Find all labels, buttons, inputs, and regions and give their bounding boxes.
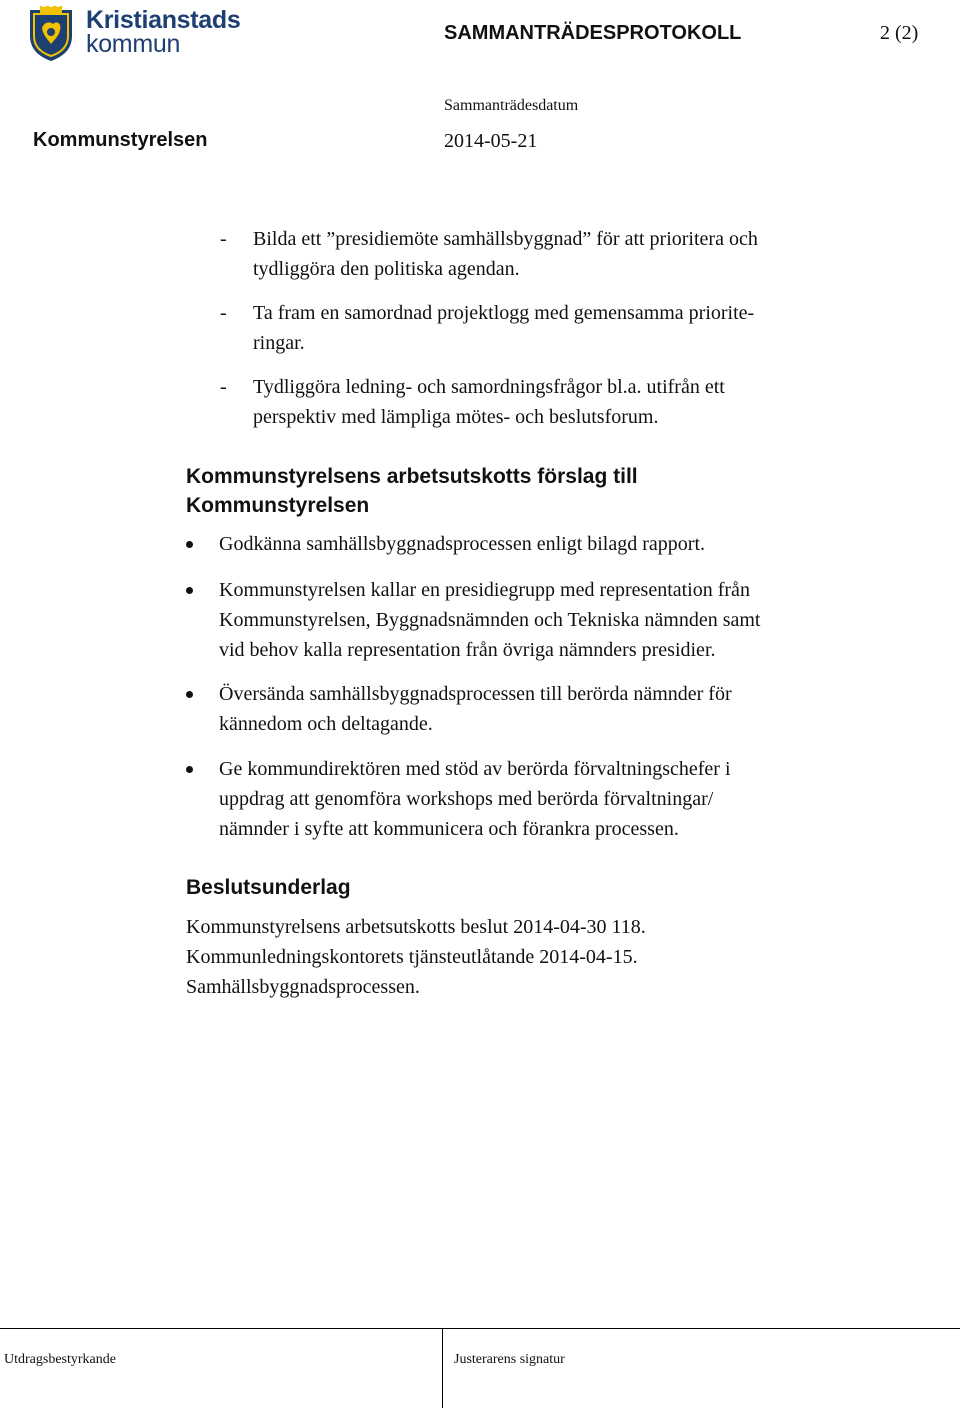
basis-item: Kommunstyrelsens arbetsutskotts beslut 2014-04-30 118.	[186, 916, 646, 938]
org-name-line1: Kristianstads	[86, 6, 241, 34]
dash-item-line: Bilda ett ”presidiemöte samhällsbyggnad” för att prioritera och	[253, 228, 758, 250]
dash-item-line: Tydliggöra ledning- och samordningsfrågor bl.a. utifrån ett	[253, 376, 725, 398]
bullet-line: kännedom och deltagande.	[219, 713, 433, 735]
bullet-dot-icon	[186, 691, 193, 698]
bullet-dot-icon	[186, 541, 193, 548]
bullet-line: uppdrag att genomföra workshops med berörda förvaltningar/	[219, 788, 714, 810]
bullet-line: nämnder i syfte att kommunicera och förankra processen.	[219, 818, 679, 840]
basis-item: Samhällsbyggnadsprocessen.	[186, 976, 420, 998]
footer-divider	[442, 1328, 443, 1408]
proposal-heading-line: Kommunstyrelsen	[186, 494, 370, 517]
basis-item: Kommunledningskontorets tjänsteutlåtande 2014-04-15.	[186, 946, 638, 968]
bullet-line: Översända samhällsbyggnadsprocessen till berörda nämnder för	[219, 683, 732, 705]
footer-signature-label: Justerarens signatur	[454, 1352, 565, 1367]
dash-item-line: tydliggöra den politiska agendan.	[253, 258, 520, 280]
bullet-line: Kommunstyrelsen, Byggnadsnämnden och Tekniska nämnden samt	[219, 609, 761, 631]
dash-item-line: ringar.	[253, 332, 305, 354]
document-title: SAMMANTRÄDESPROTOKOLL	[444, 22, 742, 44]
org-name-line2: kommun	[86, 30, 181, 58]
basis-heading: Beslutsunderlag	[186, 876, 351, 899]
bullet-dot-icon	[186, 587, 193, 594]
meeting-date-label: Sammanträdesdatum	[444, 97, 579, 114]
bullet-line: Kommunstyrelsen kallar en presidiegrupp med representation från	[219, 579, 750, 601]
bullet-dot-icon	[186, 766, 193, 773]
committee-name: Kommunstyrelsen	[33, 129, 208, 151]
bullet-line: Ge kommundirektören med stöd av berörda förvaltningschefer i	[219, 758, 731, 780]
proposal-heading-line: Kommunstyrelsens arbetsutskotts förslag till	[186, 465, 638, 488]
coat-of-arms-icon	[26, 6, 76, 62]
page-number: 2 (2)	[880, 22, 919, 44]
bullet-line: Godkänna samhällsbyggnadsprocessen enligt bilagd rapport.	[219, 533, 705, 555]
footer-rule	[0, 1328, 960, 1329]
bullet-line: vid behov kalla representation från övriga nämnders presidier.	[219, 639, 716, 661]
dash-item-line: Ta fram en samordnad projektlogg med gemensamma priorite-	[253, 302, 755, 324]
meeting-date: 2014-05-21	[444, 130, 538, 152]
footer-certification-label: Utdragsbestyrkande	[4, 1352, 116, 1367]
dash-item-line: perspektiv med lämpliga mötes- och beslutsforum.	[253, 406, 659, 428]
